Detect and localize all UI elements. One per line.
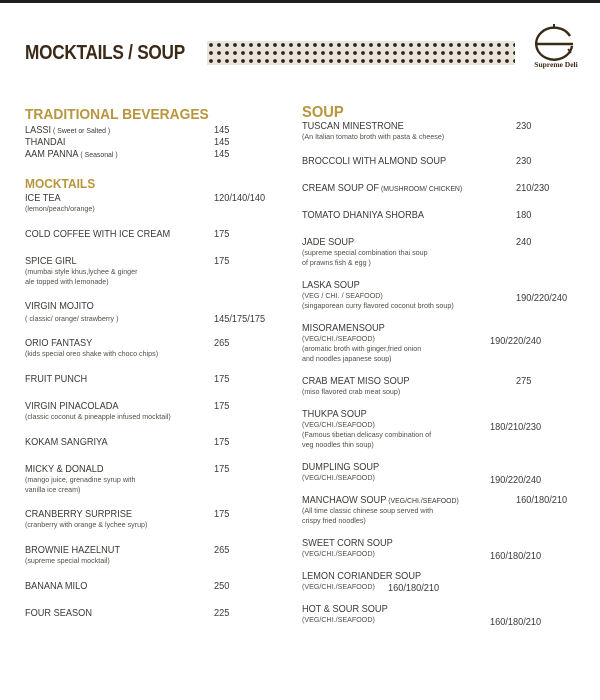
item-price: 190/220/240 (490, 336, 542, 347)
item-description: ale topped with lemonade) (25, 277, 109, 286)
item-price: 240 (516, 237, 532, 248)
item-price: 210/230 (516, 183, 550, 194)
menu-item (25, 437, 285, 448)
menu-item (25, 608, 285, 619)
menu-item (302, 462, 592, 486)
cloche-s-logo-icon (526, 22, 582, 62)
item-description: (cranberry with orange & lychee syrup) (25, 520, 148, 529)
item-description: (classic coconut & pineapple infused mocktail) (25, 412, 171, 421)
item-description: (VEG / CHI. / SEAFOOD) (302, 291, 383, 300)
item-note: ( Seasonal ) (78, 150, 118, 159)
item-name: CREAM SOUP OF (302, 183, 380, 194)
item-name: ORIO FANTASY (25, 338, 93, 349)
menu-item (302, 121, 592, 142)
menu-item (302, 495, 592, 526)
menu-item (25, 581, 285, 592)
menu-item (25, 229, 285, 240)
menu-item (25, 338, 285, 359)
brand-logo (520, 22, 590, 84)
item-description: (mumbai style khus,lychee & ginger (25, 267, 138, 276)
item-name: LASKA SOUP (302, 280, 360, 291)
item-description: veg noodles thin soup) (302, 440, 374, 449)
item-name: HOT & SOUR SOUP (302, 604, 388, 615)
item-price: 160/180/210 (490, 617, 542, 628)
item-name: BANANA MILO (25, 581, 88, 592)
item-name: MISORAMENSOUP (302, 323, 385, 334)
page-title: MOCKTAILS / SOUP (25, 42, 185, 64)
left-column (25, 104, 285, 619)
item-name: AAM PANNA (25, 149, 79, 160)
menu-item (25, 401, 285, 422)
item-price: 160/180/210 (490, 551, 542, 562)
item-description: and noodles japanese soup) (302, 354, 392, 363)
item-price: 230 (516, 121, 532, 132)
section-title-mocktails: MOCKTAILS (25, 176, 96, 191)
item-name: THANDAI (25, 137, 66, 148)
section-title-traditional-beverages: TRADITIONAL BEVERAGES (25, 106, 209, 123)
item-name: KOKAM SANGRIYA (25, 437, 108, 448)
menu-item (25, 509, 285, 530)
menu-item (25, 301, 285, 324)
menu-header (25, 30, 585, 100)
item-name: CRANBERRY SURPRISE (25, 509, 133, 520)
item-description: (miso flavored crab meat soup) (302, 387, 401, 396)
item-name: VIRGIN MOJITO (25, 301, 94, 312)
item-price: 265 (214, 545, 230, 556)
item-price: 230 (516, 156, 532, 167)
menu-item (25, 374, 285, 385)
item-name: TOMATO DHANIYA SHORBA (302, 210, 425, 221)
item-description: (VEG/CHI./SEAFOOD) (302, 615, 375, 624)
item-price: 175 (214, 509, 230, 520)
menu-item (302, 571, 592, 592)
brand-name: Supreme Deli (534, 60, 578, 69)
item-name: JADE SOUP (302, 237, 355, 248)
item-description: (VEG/CHI./SEAFOOD) (302, 334, 375, 343)
menu-item (302, 409, 592, 450)
item-name: COLD COFFEE WITH ICE CREAM (25, 229, 171, 240)
item-description: (supreme special mocktail) (25, 556, 110, 565)
menu-item (302, 280, 592, 311)
menu-item (25, 137, 285, 148)
item-price: 265 (214, 338, 230, 349)
item-description: ( classic/ orange/ strawberry ) (25, 314, 119, 323)
menu-item (302, 237, 592, 268)
menu-item (25, 256, 285, 287)
item-description: (lemon/peach/orange) (25, 204, 95, 213)
item-name: THUKPA SOUP (302, 409, 367, 420)
item-price: 145/175/175 (214, 314, 266, 325)
menu-item (25, 149, 285, 160)
item-name: BROCCOLI WITH ALMOND SOUP (302, 156, 447, 167)
item-name: SPICE GIRL (25, 256, 77, 267)
item-price: 175 (214, 256, 230, 267)
item-price: 275 (516, 376, 532, 387)
item-name: ICE TEA (25, 193, 61, 204)
item-description: (All time classic chinese soup served with (302, 506, 434, 515)
menu-item (302, 376, 592, 397)
item-description: (VEG/CHI./SEAFOOD) (302, 420, 375, 429)
item-price: 145 (214, 149, 230, 160)
menu-item (302, 156, 592, 167)
item-name: FOUR SEASON (25, 608, 92, 619)
item-description: (aromatic broth with ginger,fried onion (302, 344, 422, 353)
item-name: SWEET CORN SOUP (302, 538, 393, 549)
menu-item (302, 323, 592, 364)
item-price: 180/210/230 (490, 422, 542, 433)
menu-item (302, 604, 592, 628)
item-name: FRUIT PUNCH (25, 374, 88, 385)
item-price: 145 (214, 125, 230, 136)
item-description: (An Italian tomato broth with pasta & cheese) (302, 132, 445, 141)
item-name: MANCHAOW SOUP (302, 495, 387, 506)
menu-item (302, 183, 592, 194)
item-price: 175 (214, 464, 230, 475)
item-description: (Famous tibetian delicasy combination of (302, 430, 432, 439)
item-price: 250 (214, 581, 230, 592)
item-name: MICKY & DONALD (25, 464, 104, 475)
item-price: 190/220/240 (516, 293, 568, 304)
item-price: 225 (214, 608, 230, 619)
item-name: TUSCAN MINESTRONE (302, 121, 404, 132)
item-description: crispy fried noodles) (302, 516, 366, 525)
item-description: (singaporean curry flavored coconut broth soup) (302, 301, 454, 310)
item-description: (kids special oreo shake with choco chips) (25, 349, 159, 358)
item-name: CRAB MEAT MISO SOUP (302, 376, 410, 387)
item-description: (VEG/CHI./SEAFOOD) (302, 549, 375, 558)
menu-item (25, 545, 285, 566)
section-title-soup: SOUP (302, 104, 344, 121)
item-note: (MUSHROOM/ CHICKEN) (379, 184, 463, 193)
item-price: 160/180/210 (516, 495, 568, 506)
item-price: 145 (214, 137, 230, 148)
item-price: 180 (516, 210, 532, 221)
menu-item (25, 125, 285, 136)
item-name: BROWNIE HAZELNUT (25, 545, 121, 556)
item-note: ( Sweet or Salted ) (51, 126, 111, 135)
item-name: LASSI (25, 125, 52, 136)
item-description: of prawns fish & egg ) (302, 258, 371, 267)
menu-item (25, 193, 285, 214)
item-description: (mango juice, grenadine syrup with (25, 475, 136, 484)
decorative-pattern-band (207, 41, 515, 65)
item-price: 190/220/240 (490, 475, 542, 486)
item-price: 175 (214, 374, 230, 385)
menu-item (302, 538, 592, 562)
item-price: 120/140/140 (214, 193, 266, 204)
item-description: (VEG/CHI./SEAFOOD) (302, 582, 375, 591)
item-description: (VEG/CHI./SEAFOOD) (302, 473, 375, 482)
item-name: LEMON CORIANDER SOUP (302, 571, 422, 582)
item-description: vanilla ice cream) (25, 485, 81, 494)
item-note: (VEG/CHI./SEAFOOD) (386, 496, 459, 505)
item-price: 160/180/210 (388, 583, 440, 594)
top-border (0, 0, 600, 3)
item-price: 175 (214, 401, 230, 412)
right-column (302, 104, 592, 628)
item-name: VIRGIN PINACOLADA (25, 401, 119, 412)
menu-item (302, 210, 592, 221)
item-price: 175 (214, 229, 230, 240)
item-name: DUMPLING SOUP (302, 462, 380, 473)
item-description: (supreme special combination thai soup (302, 248, 428, 257)
menu-item (25, 464, 285, 495)
item-price: 175 (214, 437, 230, 448)
